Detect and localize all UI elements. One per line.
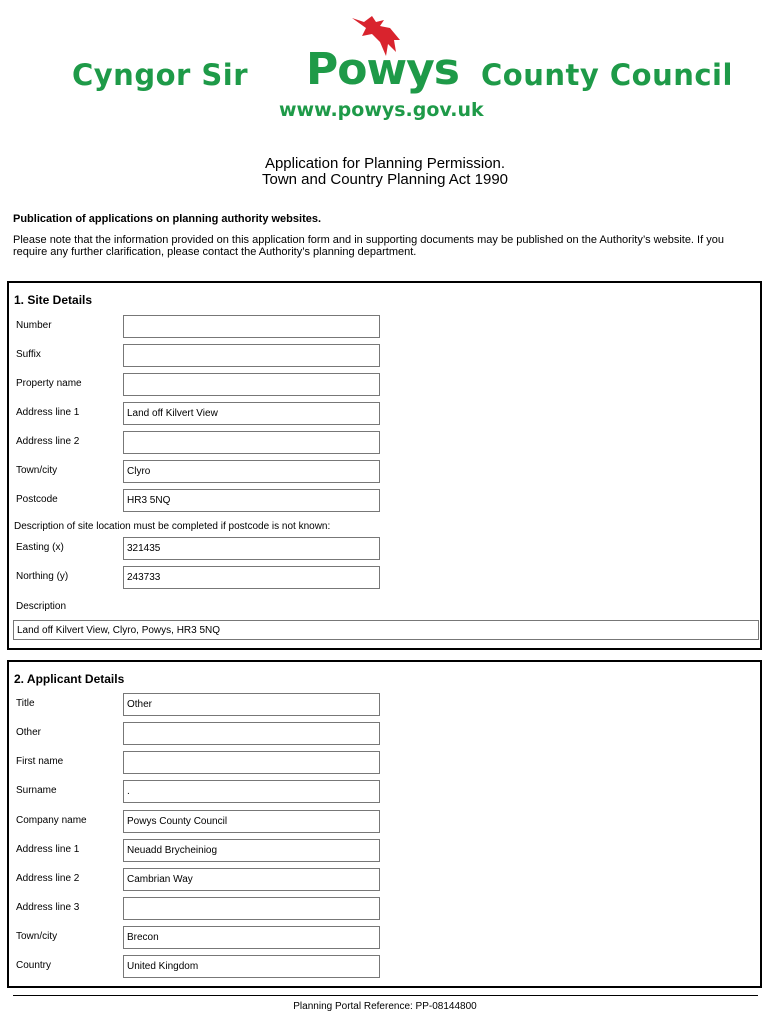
- applicant-company-name-field[interactable]: Powys County Council: [123, 810, 380, 833]
- header-powys: Powys: [306, 44, 459, 95]
- publication-heading: Publication of applications on planning authority websites.: [13, 213, 322, 225]
- site-property-name-label: Property name: [16, 378, 82, 389]
- applicant-address-line2-field[interactable]: Cambrian Way: [123, 868, 380, 891]
- site-suffix-field[interactable]: [123, 344, 380, 367]
- applicant-address-line1-label: Address line 1: [16, 844, 80, 855]
- northing-field[interactable]: 243733: [123, 566, 380, 589]
- applicant-town-city-label: Town/city: [16, 931, 58, 942]
- site-town-city-label: Town/city: [16, 465, 58, 476]
- site-address-line1-label: Address line 1: [16, 407, 80, 418]
- applicant-address-line3-field[interactable]: [123, 897, 380, 920]
- northing-label: Northing (y): [16, 571, 69, 582]
- footer-divider: [13, 995, 758, 996]
- applicant-details-section: [7, 660, 762, 988]
- applicant-surname-field[interactable]: .: [123, 780, 380, 803]
- applicant-country-label: Country: [16, 960, 52, 971]
- site-suffix-label: Suffix: [16, 349, 41, 360]
- site-property-name-field[interactable]: [123, 373, 380, 396]
- applicant-first-name-label: First name: [16, 756, 64, 767]
- applicant-country-field[interactable]: United Kingdom: [123, 955, 380, 978]
- site-details-section: [7, 281, 762, 650]
- header-county-council: County Council: [481, 58, 733, 92]
- site-number-field[interactable]: [123, 315, 380, 338]
- applicant-title-label: Title: [16, 698, 35, 709]
- applicant-details-title: 2. Applicant Details: [14, 672, 125, 686]
- header-cyngor-sir: Cyngor Sir: [72, 58, 249, 92]
- applicant-address-line2-label: Address line 2: [16, 873, 80, 884]
- site-description-label: Description: [16, 601, 67, 612]
- site-town-city-field[interactable]: Clyro: [123, 460, 380, 483]
- form-title-line1: Application for Planning Permission.: [264, 155, 506, 172]
- site-description-field[interactable]: Land off Kilvert View, Clyro, Powys, HR3 5NQ: [13, 620, 759, 640]
- site-location-note: Description of site location must be completed if postcode is not known:: [14, 521, 331, 532]
- applicant-other-label: Other: [16, 727, 42, 738]
- easting-label: Easting (x): [16, 542, 64, 553]
- applicant-first-name-field[interactable]: [123, 751, 380, 774]
- applicant-other-field[interactable]: [123, 722, 380, 745]
- site-address-line2-field[interactable]: [123, 431, 380, 454]
- applicant-town-city-field[interactable]: Brecon: [123, 926, 380, 949]
- publication-text: Please note that the information provided on this application form and in supporting documents may be published on the Authority’s website. If you require any further clarification, please contact the Authority’s planning department.: [13, 234, 724, 258]
- applicant-title-field[interactable]: Other: [123, 693, 380, 716]
- planning-portal-reference: Planning Portal Reference: PP-08144800: [293, 1001, 477, 1012]
- site-address-line2-label: Address line 2: [16, 436, 80, 447]
- form-title-line2: Town and Country Planning Act 1990: [262, 171, 508, 188]
- header-url-link[interactable]: www.powys.gov.uk: [279, 99, 484, 121]
- applicant-company-name-label: Company name: [16, 815, 87, 826]
- site-postcode-field[interactable]: HR3 5NQ: [123, 489, 380, 512]
- easting-field[interactable]: 321435: [123, 537, 380, 560]
- site-number-label: Number: [16, 320, 52, 331]
- site-details-title: 1. Site Details: [14, 293, 93, 307]
- site-address-line1-field[interactable]: Land off Kilvert View: [123, 402, 380, 425]
- applicant-surname-label: Surname: [16, 785, 57, 796]
- applicant-address-line1-field[interactable]: Neuadd Brycheiniog: [123, 839, 380, 862]
- applicant-address-line3-label: Address line 3: [16, 902, 80, 913]
- site-postcode-label: Postcode: [16, 494, 58, 505]
